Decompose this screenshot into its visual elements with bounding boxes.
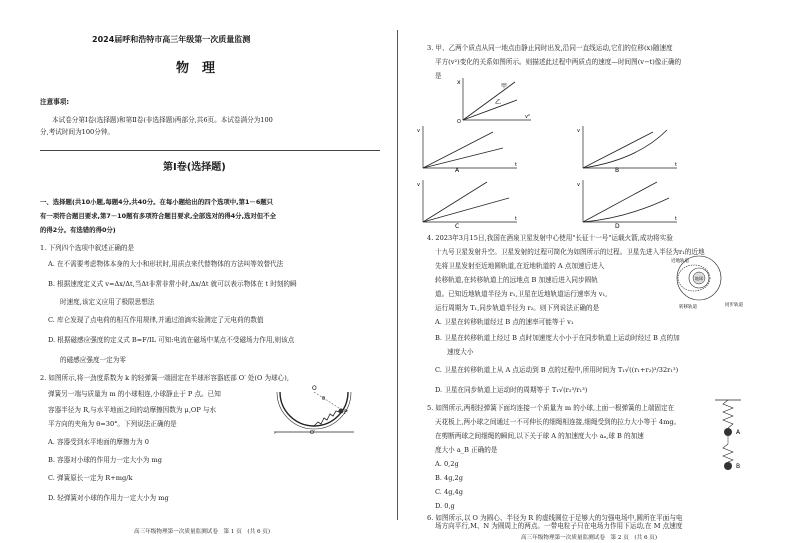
q1-option-b-cont: 时速度,该定义应用了极限思想法 — [60, 298, 155, 306]
section-instr-2: 有一项符合题目要求,第7－10题有多项符合题目要求,全部选对的得4分,选对但不全 — [40, 212, 276, 220]
graph-yi-label: 乙 — [495, 99, 502, 106]
ax-v2-label: v² — [525, 114, 530, 120]
fig-label-b: B — [736, 463, 741, 470]
q4-option-b-cont: 速度大小 — [447, 348, 474, 356]
divider — [40, 150, 380, 151]
q5-option-a: A. 0,2g — [435, 460, 459, 468]
subject-title: 物 理 — [176, 61, 216, 76]
q1-option-d: D. 根据磁感应强度的定义式 B=F/IL 可知:电流在磁场中某点不受磁场力作用,则该点 — [48, 336, 295, 344]
orbit-figure — [669, 254, 765, 316]
q4-option-b: B. 卫星在转移轨道上经过 B 点时加速度大小小于在同步轨道上运动时经过 B 点的加 — [435, 334, 680, 342]
fig-label-a: A — [736, 429, 741, 436]
notice-line-1: 本试卷分第Ⅰ卷(选择题)和第Ⅱ卷(非选择题)两部分,共6页。本试卷满分为100 — [52, 116, 273, 124]
opt-a-label: A — [455, 167, 460, 174]
q5-option-c: C. 4g,4g — [435, 488, 463, 496]
fig-label-theta: θ — [322, 396, 326, 402]
ax-v-b: v — [577, 128, 580, 134]
q6-stem-2: 场方向平行,M、N 为圆周上的两点。一带电粒子只在电场力作用下运动,在 M 点速度 — [435, 522, 683, 530]
fig-label-p: P — [344, 409, 348, 416]
q5-stem-4: 度大小 a_B 正确的是 — [435, 446, 498, 454]
ax-t-a: t — [515, 162, 517, 168]
fig-earth-label: 地球 — [695, 276, 703, 281]
bowl-spring-figure — [274, 384, 354, 436]
q2-option-d: D. 轻弹簧对小球的作用力一定大小为 mg — [48, 494, 169, 502]
q4-stem-3: 先将卫星发射至近地圆轨道,在近地轨道的 A 点加速后进入 — [435, 262, 605, 270]
option-b-graph — [577, 124, 681, 174]
fig-sync-label: 同步轨道 — [725, 303, 743, 308]
q2-stem-4: 平方向的夹角为 θ=30°。下列说法正确的是 — [48, 420, 177, 428]
q1-option-c: C. 库仑发现了点电荷的相互作用规律,并通过油滴实验测定了元电荷的数值 — [48, 316, 264, 324]
ax-v-c: v — [417, 182, 420, 188]
ax-v-a: v — [417, 128, 420, 134]
q4-stem-2: 十九号卫星发射升空。卫星发射的过程可简化为如图所示的过程。卫星先进入半径为r₁的近地 — [435, 248, 705, 256]
spring-balls-figure — [713, 398, 743, 474]
ax-t-b: t — [675, 162, 677, 168]
section-instr-3: 的得2分。有选错的得0分) — [40, 226, 116, 234]
q3-stem-2: 平方(v²)变化的关系如图所示。则描述此过程中两质点的速度—时间图(v−t)像正确的 — [435, 58, 682, 66]
q5-stem-3: 在剪断两球之间细绳的瞬间,以下关于球 A 的加速度大小 aₐ,球 B 的加速 — [435, 432, 644, 440]
ax-t-c: t — [515, 216, 517, 222]
q4-stem-1: 4. 2023年3月15日,我国在酒泉卫星发射中心使用"长征十一号"运载火箭,成功将实验 — [427, 234, 673, 242]
ax-t-d: t — [675, 216, 677, 222]
x-v2-graph — [455, 76, 535, 124]
q1-stem: 1. 下列四个选项中叙述正确的是 — [40, 244, 135, 252]
option-a-graph — [417, 124, 521, 174]
q3-stem-1: 3. 甲、乙两个质点从同一地点由静止同时出发,沿同一直线运动,它们的位移(x)随速度 — [427, 44, 673, 52]
footer-left: 高三年级物理第一次质量监测试卷 第 1 页 (共 6 页) — [134, 529, 271, 535]
q2-stem-3: 容器半径为 R,与水平地面之间的动摩擦因数为 μ,OP 与水 — [48, 406, 217, 414]
q1-option-b: B. 根据速度定义式 v=Δx/Δt,当Δt非常非常小时,Δx/Δt 就可以表示物体在 t 时刻的瞬 — [48, 280, 297, 288]
fig-transfer-label: 转移轨道 — [679, 305, 697, 310]
q2-option-c: C. 弹簧原长一定为 R+mg/k — [48, 474, 133, 482]
q1-option-a: A. 在不需要考虑物体本身的大小和形状时,用质点来代替物体的方法叫等效替代法 — [48, 260, 284, 268]
q4-stem-4: 转移轨道,在转移轨道上的远地点 B 加速后进入同步圆轨 — [435, 276, 598, 284]
footer-right: 高三年级物理第一次质量监测试卷 第 2 页 (共 6 页) — [521, 535, 658, 541]
option-d-graph — [577, 178, 681, 228]
exam-title: 2024届呼和浩特市高三年级第一次质量监测 — [92, 35, 251, 44]
q5-option-d: D. 0,g — [435, 502, 455, 510]
fig-label-o-prime: O′ — [310, 430, 316, 436]
fig-near-label: 近地轨道 — [671, 259, 689, 264]
q5-stem-1: 5. 如图所示,两根轻弹簧下面均连接一个质量为 m 的小球,上面一根弹簧的上端固定在 — [427, 404, 675, 412]
q6-stem-1: 6. 如图所示,以 O 为圆心、半径为 R 的虚线圆位于足够大的匀强电场中,圆所在平面与电 — [427, 514, 683, 522]
opt-d-label: D — [615, 223, 620, 228]
option-c-graph — [417, 178, 521, 228]
right-page — [397, 0, 794, 543]
q2-stem-1: 2. 如图所示,将一劲度系数为 k 的轻弹簧一端固定在半球形容器底部 O′ 处(O 为球心), — [40, 374, 289, 382]
origin-label: O — [457, 119, 461, 124]
q4-stem-5: 道。已知近地轨道半径为 r₁,卫星在近地轨道运行速率为 v₁, — [435, 290, 608, 298]
q3-stem-3: 是 — [435, 72, 442, 80]
q4-option-a: A. 卫星在转移轨道经过 B 点的速率可能等于 v₁ — [435, 318, 574, 326]
section-instr-1: 一、选择题(共10小题,每题4分,共40分。在每小题给出的四个选项中,第1－6题只 — [40, 198, 274, 206]
ax-v-d: v — [577, 182, 580, 188]
q2-stem-2: 弹簧另一端与质量为 m 的小球相连,小球静止于 P 点。已知 — [48, 390, 221, 398]
section-title: 第Ⅰ卷(选择题) — [163, 162, 226, 173]
q1-option-d-cont: 的磁感应强度一定为零 — [60, 356, 126, 364]
notice-line-2: 分,考试时间为100分钟。 — [40, 128, 115, 136]
q5-stem-2: 天花板上,两小球之间通过一不可伸长的细绳相连接,细绳受到的拉力大小等于 4mg。 — [435, 418, 681, 426]
q4-option-c: C. 卫星在转移轨道上从 A 点运动到 B 点的过程中,所用时间为 T₁√((r₁+r₂)³/32r₁³) — [435, 366, 679, 374]
graph-jia-label: 甲 — [501, 83, 508, 90]
q5-option-b: B. 4g,2g — [435, 474, 463, 482]
q2-option-b: B. 容器对小球的作用力一定大小为 mg — [48, 456, 162, 464]
q4-stem-6: 运行周期为 T₁,同步轨道半径为 r₂。则下列说法正确的是 — [435, 304, 600, 312]
opt-c-label: C — [455, 223, 460, 228]
ax-x-label: x — [457, 79, 461, 86]
notice-title: 注意事项: — [40, 98, 70, 106]
q4-option-d: D. 卫星在同步轨道上运动时的周期等于 T₁√(r₂³/r₁³) — [435, 386, 588, 394]
q2-option-a: A. 容器受到水平地面的摩擦力为 0 — [48, 438, 149, 446]
fig-label-o: O — [312, 385, 317, 392]
opt-b-label: B — [615, 167, 620, 174]
